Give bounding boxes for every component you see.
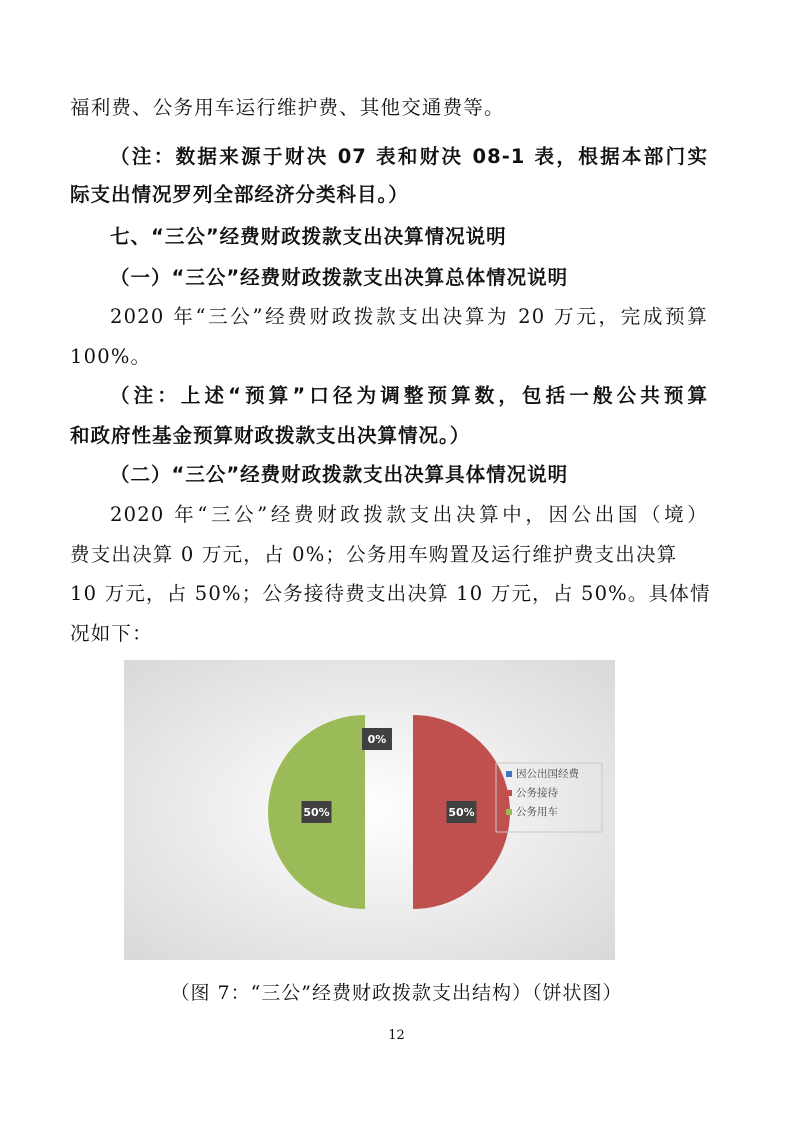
pie-chart-svg bbox=[124, 660, 615, 960]
section-heading-7: 七、“三公”经费财政拨款支出决算情况说明 bbox=[110, 225, 507, 248]
figure-caption: （图 7：“三公”经费财政拨款支出结构）（饼状图） bbox=[170, 982, 623, 1004]
paragraph-fragment: 福利费、公务用车运行维护费、其他交通费等。 bbox=[70, 96, 505, 119]
paragraph-2-line-1: 2020 年“三公”经费财政拨款支出决算中，因公出国（境） bbox=[110, 503, 708, 526]
legend-swatch-0 bbox=[506, 771, 512, 777]
pie-data-label-2: 50% bbox=[303, 806, 330, 819]
page-number: 12 bbox=[388, 1028, 405, 1043]
paragraph-2-line-2: 费支出决算 0 万元，占 0%；公务用车购置及运行维护费支出决算 bbox=[70, 543, 678, 566]
pie-data-label-0: 0% bbox=[367, 733, 387, 746]
note-1-line-1: （注：数据来源于财决 07 表和财决 08-1 表，根据本部门实 bbox=[110, 145, 708, 168]
paragraph-1-line-2: 100%。 bbox=[70, 345, 152, 368]
note-1-line-2: 际支出情况罗列全部经济分类科目。） bbox=[70, 183, 409, 206]
pie-chart bbox=[124, 660, 615, 960]
paragraph-1-line-1: 2020 年“三公”经费财政拨款支出决算为 20 万元，完成预算 bbox=[110, 305, 708, 328]
legend-label-0: 因公出国经费 bbox=[516, 768, 579, 780]
subheading-7-1: （一）“三公”经费财政拨款支出决算总体情况说明 bbox=[110, 266, 569, 289]
paragraph-2-line-3: 10 万元，占 50%；公务接待费支出决算 10 万元，占 50%。具体情 bbox=[70, 582, 711, 605]
legend-label-2: 公务用车 bbox=[516, 806, 558, 818]
paragraph-2-line-4: 况如下： bbox=[70, 622, 153, 645]
legend-label-1: 公务接待 bbox=[516, 787, 558, 799]
pie-data-label-1: 50% bbox=[448, 806, 475, 819]
legend-swatch-2 bbox=[506, 809, 512, 815]
note-2-line-1: （注：上述“预算”口径为调整预算数，包括一般公共预算 bbox=[110, 384, 708, 407]
legend-swatch-1 bbox=[506, 790, 512, 796]
subheading-7-2: （二）“三公”经费财政拨款支出决算具体情况说明 bbox=[110, 463, 569, 486]
note-2-line-2: 和政府性基金预算财政拨款支出决算情况。） bbox=[70, 424, 471, 447]
